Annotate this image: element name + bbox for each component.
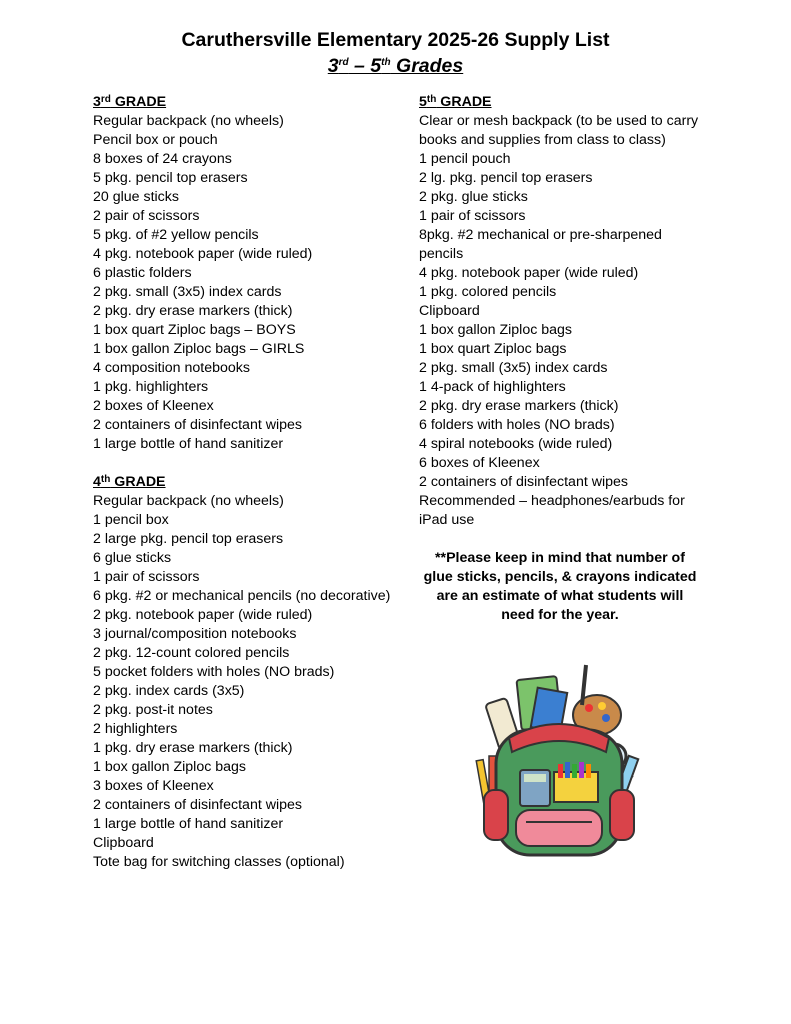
left-column	[93, 93, 393, 872]
grade3-supply-item: 5 pkg. of #2 yellow pencils	[93, 227, 259, 243]
grade5-heading-num: 5	[419, 94, 427, 110]
grade3-supply-item: 2 containers of disinfectant wipes	[93, 417, 302, 433]
side-pocket-left	[484, 790, 508, 840]
grade3-supply-item: 2 pkg. small (3x5) index cards	[93, 284, 282, 300]
grade3-supply-item: 2 boxes of Kleenex	[93, 398, 214, 414]
grade3-supply-item: 4 pkg. notebook paper (wide ruled)	[93, 246, 313, 262]
grade4-supply-item: 1 pencil box	[93, 512, 169, 528]
grade3-supply-item: 5 pkg. pencil top erasers	[93, 170, 248, 186]
grade5-supply-item: Recommended – headphones/earbuds for iPad use	[419, 493, 685, 528]
page-subtitle	[0, 54, 791, 78]
subtitle-sup-rd: rd	[338, 57, 349, 68]
grade5-supply-item: 6 boxes of Kleenex	[419, 455, 540, 471]
grade5-supply-item: 2 pkg. small (3x5) index cards	[419, 360, 608, 376]
grade4-supply-item: 2 pkg. index cards (3x5)	[93, 683, 245, 699]
grade4-supply-item: 2 pkg. post-it notes	[93, 702, 213, 718]
grade3-heading	[93, 93, 393, 112]
grade5-supply-item: 2 lg. pkg. pencil top erasers	[419, 170, 593, 186]
grade5-supply-item: 8pkg. #2 mechanical or pre-sharpened pencils	[419, 227, 662, 262]
grade3-supply-item: Pencil box or pouch	[93, 132, 218, 148]
grade4-supply-item: 2 highlighters	[93, 721, 178, 737]
front-pocket	[516, 810, 602, 846]
grade4-supply-item: 6 pkg. #2 or mechanical pencils (no decorative)	[93, 588, 391, 604]
grade5-supply-item: Clear or mesh backpack (to be used to carry books and supplies from class to class)	[419, 113, 699, 148]
grade4-supply-item: 1 pair of scissors	[93, 569, 200, 585]
grade3-supply-item: 2 pkg. dry erase markers (thick)	[93, 303, 293, 319]
grade5-supply-item: 1 pair of scissors	[419, 208, 526, 224]
grade4-supply-item: 1 large bottle of hand sanitizer	[93, 816, 284, 832]
grade4-supply-item: 2 containers of disinfectant wipes	[93, 797, 302, 813]
grade4-heading-num: 4	[93, 474, 101, 490]
grade4-supply-item: 6 glue sticks	[93, 550, 172, 566]
subtitle-grades-word: Grades	[390, 55, 464, 77]
subtitle-grade-start: 3	[327, 55, 339, 77]
grade4-supply-item: Tote bag for switching classes (optional)	[93, 854, 345, 870]
grade5-heading-text: GRADE	[436, 94, 492, 110]
grade5-supply-item: 2 containers of disinfectant wipes	[419, 474, 628, 490]
grade3-supply-item: 8 boxes of 24 crayons	[93, 151, 232, 167]
grade3-heading-sup: rd	[100, 94, 111, 105]
grade4-supply-item: Clipboard	[93, 835, 154, 851]
grade5-supply-item: 4 spiral notebooks (wide ruled)	[419, 436, 613, 452]
grade5-heading-sup: th	[426, 94, 437, 105]
backpack-illustration	[474, 660, 644, 860]
section-gap	[93, 454, 393, 473]
grade3-supply-item: 1 box quart Ziploc bags – BOYS	[93, 322, 296, 338]
grade3-supply-item: 1 large bottle of hand sanitizer	[93, 436, 284, 452]
grade5-supply-item: Clipboard	[419, 303, 480, 319]
grade3-heading-num: 3	[93, 94, 101, 110]
grade5-supply-item: 1 4-pack of highlighters	[419, 379, 566, 395]
grade4-heading-sup: th	[100, 474, 111, 485]
grade4-supply-item: 2 pkg. 12-count colored pencils	[93, 645, 290, 661]
grade3-heading-text: GRADE	[110, 94, 167, 110]
page-title: Caruthersville Elementary 2025-26 Supply List	[181, 29, 610, 51]
grade5-supply-item: 1 pencil pouch	[419, 151, 511, 167]
grade5-list	[419, 112, 709, 530]
grade5-heading	[419, 93, 709, 112]
grade5-supply-item: 1 box quart Ziploc bags	[419, 341, 567, 357]
grade3-supply-item: 1 pkg. highlighters	[93, 379, 209, 395]
grade4-heading	[93, 473, 393, 492]
side-pocket-right	[610, 790, 634, 840]
grade4-supply-item: 5 pocket folders with holes (NO brads)	[93, 664, 335, 680]
grade5-supply-item: 6 folders with holes (NO brads)	[419, 417, 615, 433]
grade3-supply-item: 6 plastic folders	[93, 265, 192, 281]
grade4-supply-item: 3 journal/composition notebooks	[93, 626, 297, 642]
grade4-supply-item: 2 pkg. notebook paper (wide ruled)	[93, 607, 313, 623]
subtitle-grade-end: – 5	[348, 55, 382, 77]
grade5-supply-item: 1 pkg. colored pencils	[419, 284, 557, 300]
estimate-note: **Please keep in mind that number of glue sticks, pencils, & crayons indicated are an estimate of what students will need for the year.	[423, 550, 697, 623]
grade4-supply-item: 1 box gallon Ziploc bags	[93, 759, 247, 775]
subtitle-sup-th: th	[381, 57, 391, 68]
grade4-supply-item: Regular backpack (no wheels)	[93, 493, 284, 509]
grade3-supply-item: 1 box gallon Ziploc bags – GIRLS	[93, 341, 305, 357]
grade3-list	[93, 112, 393, 454]
grade3-supply-item: 2 pair of scissors	[93, 208, 200, 224]
grade3-supply-item: Regular backpack (no wheels)	[93, 113, 284, 129]
grade4-list	[93, 492, 393, 872]
grade4-supply-item: 2 large pkg. pencil top erasers	[93, 531, 284, 547]
grade5-supply-item: 2 pkg. glue sticks	[419, 189, 528, 205]
grade3-supply-item: 20 glue sticks	[93, 189, 179, 205]
grade4-heading-text: GRADE	[110, 474, 166, 490]
right-column	[419, 93, 709, 625]
grade3-supply-item: 4 composition notebooks	[93, 360, 250, 376]
grade5-supply-item: 4 pkg. notebook paper (wide ruled)	[419, 265, 639, 281]
grade5-supply-item: 1 box gallon Ziploc bags	[419, 322, 573, 338]
grade4-supply-item: 3 boxes of Kleenex	[93, 778, 214, 794]
grade5-supply-item: 2 pkg. dry erase markers (thick)	[419, 398, 619, 414]
grade4-supply-item: 1 pkg. dry erase markers (thick)	[93, 740, 293, 756]
